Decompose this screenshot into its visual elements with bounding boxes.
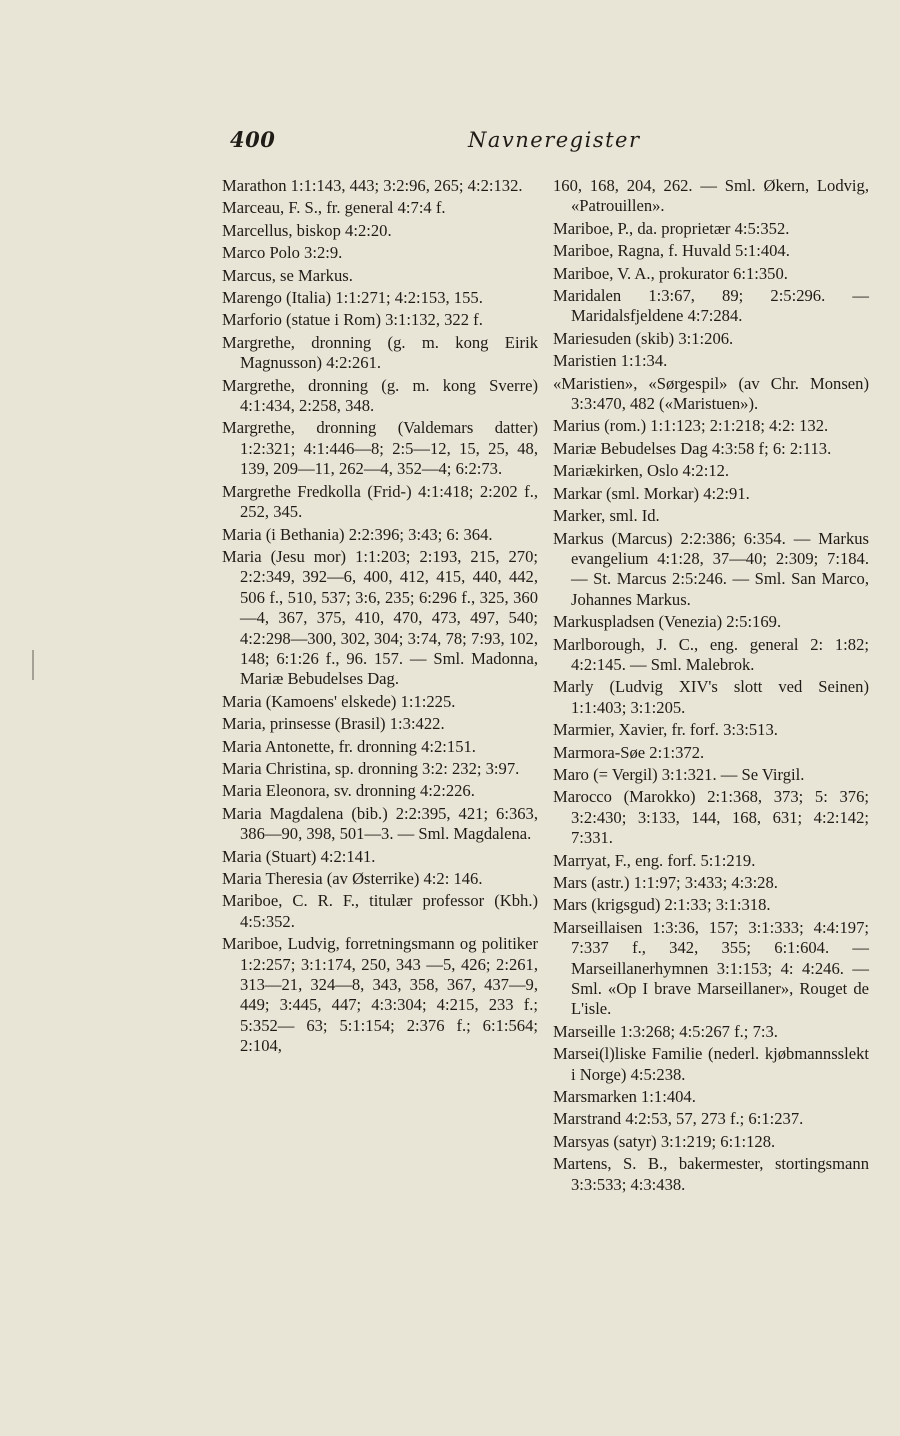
index-entry: Marryat, F., eng. forf. 5:1:219. (553, 850, 756, 870)
page-number: 400 (230, 127, 276, 152)
index-entry: Maro (= Vergil) 3:1:321. — Se Virgil. (553, 764, 805, 784)
index-entry: Markus (Marcus) 2:2:386; 6:354. — Markus evangelium 4:1:28, 37—40; 2:309; 7:184. — St. Marcus 2:5:246. — Sml. San Marco, Johannes Markus. (553, 528, 869, 609)
index-entry: Maria Magdalena (bib.) 2:2:395, 421; 6:363, 386—90, 398, 501—3. — Sml. Magdalena. (222, 803, 538, 844)
index-entry: Mariboe, V. A., prokurator 6:1:350. (553, 263, 788, 283)
scan-mark (32, 650, 34, 680)
index-entry: Marathon 1:1:143, 443; 3:2:96, 265; 4:2:132. (222, 176, 523, 195)
index-entry: Marlborough, J. C., eng. general 2: 1:82; 4:2:145. — Sml. Malebrok. (553, 634, 869, 674)
index-entry: Markar (sml. Morkar) 4:2:91. (553, 483, 750, 503)
index-entry: Maria Christina, sp. dronning 3:2: 232; 3:97. (222, 758, 520, 778)
index-entry: Margrethe Fredkolla (Frid-) 4:1:418; 2:202 f., 252, 345. (222, 481, 538, 522)
index-entry: Marmier, Xavier, fr. forf. 3:3:513. (553, 720, 778, 740)
index-entry: Maria Eleonora, sv. dronning 4:2:226. (222, 781, 475, 801)
index-entry: Mariboe, C. R. F., titulær professor (Kbh.) 4:5:352. (222, 891, 538, 931)
index-entry: Marsei(l)liske Familie (nederl. kjøbmannsslekt i Norge) 4:5:238. (553, 1044, 869, 1084)
index-entry: Marly (Ludvig XIV's slott ved Seinen) 1:1:403; 3:1:205. (553, 677, 869, 717)
index-entry: Mariesuden (skib) 3:1:206. (553, 328, 734, 348)
index-entry: Markuspladsen (Venezia) 2:5:169. (553, 612, 782, 632)
index-entry: Maria (Stuart) 4:2:141. (222, 846, 376, 866)
index-entry: Maria (Kamoens' elskede) 1:1:225. (222, 691, 456, 711)
index-entry: Marceau, F. S., fr. general 4:7:4 f. (222, 198, 446, 218)
index-entry: Marius (rom.) 1:1:123; 2:1:218; 4:2: 132. (553, 416, 829, 436)
index-entry: Marsmarken 1:1:404. (553, 1087, 696, 1107)
index-entry: Maria Antonette, fr. dronning 4:2:151. (222, 736, 476, 756)
index-entry: Marforio (statue i Rom) 3:1:132, 322 f. (222, 310, 483, 330)
index-entry: Margrethe, dronning (Valdemars datter) 1:2:321; 4:1:446—8; 2:5—12, 15, 25, 48, 139, 209—11, 262—4, 352—4; 6:2:73. (222, 418, 538, 479)
index-entry: Marker, sml. Id. (553, 506, 660, 526)
index-entry: Marco Polo 3:2:9. (222, 243, 343, 263)
index-entry: Margrethe, dronning (g. m. kong Sverre) 4:1:434, 2:258, 348. (222, 375, 538, 416)
index-entry: Marcus, se Markus. (222, 265, 353, 285)
index-entry: Marseille 1:3:268; 4:5:267 f.; 7:3. (553, 1021, 778, 1041)
index-entry: Mariboe, P., da. proprietær 4:5:352. (553, 218, 790, 238)
index-entry: Mariboe, Ragna, f. Huvald 5:1:404. (553, 241, 790, 261)
index-entry: Mariækirken, Oslo 4:2:12. (553, 461, 730, 481)
index-entry: Maria, prinsesse (Brasil) 1:3:422. (222, 714, 445, 734)
index-entry: Maristien 1:1:34. (553, 351, 668, 371)
index-entry: Maria (i Bethania) 2:2:396; 3:43; 6: 364. (222, 524, 493, 544)
index-entry: Marmora-Søe 2:1:372. (553, 742, 705, 762)
index-entry: Mariæ Bebudelses Dag 4:3:58 f; 6: 2:113. (553, 438, 832, 458)
index-entry: Martens, S. B., bakermester, stortingsmann 3:3:533; 4:3:438. (553, 1154, 869, 1194)
right-column (553, 176, 869, 1197)
index-entry: Marcellus, biskop 4:2:20. (222, 220, 392, 240)
index-entry: Marocco (Marokko) 2:1:368, 373; 5: 376; 3:2:430; 3:133, 144, 168, 631; 4:2:142; 7:331. (553, 787, 869, 848)
index-entry: Mars (astr.) 1:1:97; 3:433; 4:3:28. (553, 873, 778, 892)
index-entry: Maria (Jesu mor) 1:1:203; 2:193, 215, 270; 2:2:349, 392—6, 400, 412, 415, 440, 442, 506 f., 510, 537; 3:6, 235; 6:296 f., 325, 360—4, 367, 375, 410, 470, 473, 497, 540; 4:2:298—300, 302, 304; 3:74, 78; 7:93, 102, 148; 6:1:26 f., 96. 157. — Sml. Madonna, Mariæ Bebudelses Dag. (222, 546, 538, 689)
index-entry: Maria Theresia (av Østerrike) 4:2: 146. (222, 869, 483, 888)
index-entry: Mars (krigsgud) 2:1:33; 3:1:318. (553, 895, 771, 915)
index-entry: «Maristien», «Sørgespil» (av Chr. Monsen) 3:3:470, 482 («Maristuen»). (553, 373, 869, 414)
index-entry: Marengo (Italia) 1:1:271; 4:2:153, 155. (222, 288, 483, 308)
running-head: Navneregister (468, 128, 641, 152)
index-entry: Marseillaisen 1:3:36, 157; 3:1:333; 4:4:197; 7:337 f., 342, 355; 6:1:604. — Marseillanerhymnen 3:1:153; 4: 4:246. — Sml. «Op I brave Marseillaner», Rouget de L'isle. (553, 917, 869, 1019)
index-entry: Maridalen 1:3:67, 89; 2:5:296. — Maridalsfjeldene 4:7:284. (553, 286, 869, 326)
index-entry: Marstrand 4:2:53, 57, 273 f.; 6:1:237. (553, 1109, 804, 1129)
index-entry: Margrethe, dronning (g. m. kong Eirik Magnusson) 4:2:261. (222, 332, 538, 373)
index-entry: Mariboe, Ludvig, forretningsmann og politiker 1:2:257; 3:1:174, 250, 343 —5, 426; 2:261, 313—21, 324—8, 343, 358, 367, 437—9, 449; 3:445, 447; 4:3:304; 4:215, 233 f.; 5:352— 63; 5:1:154; 2:376 f.; 6:1:564; 2:104, (222, 934, 538, 1056)
index-entry: 160, 168, 204, 262. — Sml. Økern, Lodvig, «Patrouillen». (553, 176, 869, 216)
left-column (222, 176, 538, 1059)
index-entry: Marsyas (satyr) 3:1:219; 6:1:128. (553, 1131, 776, 1151)
